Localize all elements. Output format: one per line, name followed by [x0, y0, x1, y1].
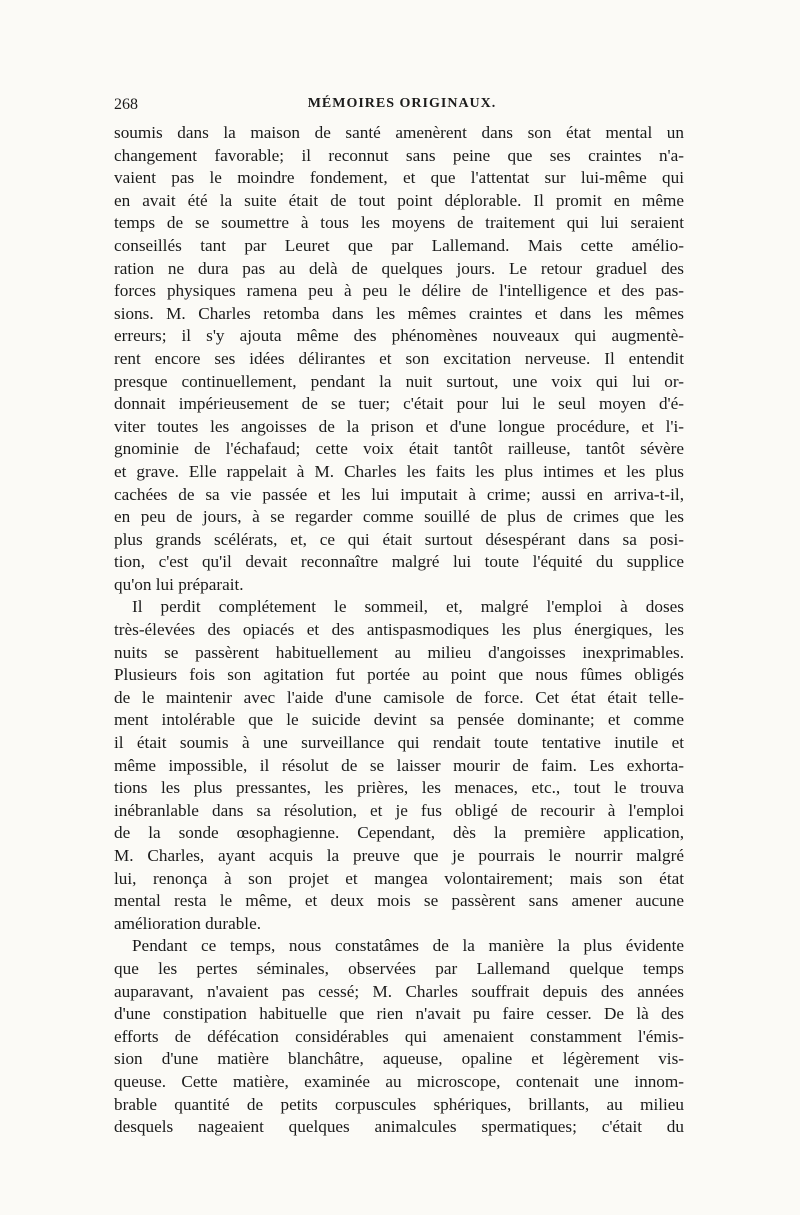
text-line: changement favorable; il reconnut sans peine que ses craintes n'a-: [114, 145, 684, 165]
text-line: Plusieurs fois son agitation fut portée au point que nous fûmes obligés: [114, 665, 684, 685]
text-line: gnominie de l'échafaud; cette voix était tantôt railleuse, tantôt sévère: [114, 439, 684, 459]
text-line: donnait impérieusement de se tuer; c'était pour lui le seul moyen d'é-: [114, 394, 684, 414]
text-line: rent encore ses idées délirantes et son excitation nerveuse. Il entendit: [114, 348, 684, 368]
text-line: efforts de défécation considérables qui amenaient constamment l'émis-: [114, 1026, 684, 1046]
page-number: 268: [114, 96, 138, 113]
text-line: M. Charles, ayant acquis la preuve que je pourrais le nourrir malgré: [114, 846, 684, 865]
text-line: auparavant, n'avaient pas cessé; M. Charles souffrait depuis des années: [114, 981, 684, 1001]
text-line: de la sonde œsophagienne. Cependant, dès la première application,: [114, 823, 684, 843]
text-line: en peu de jours, à se regarder comme souillé de plus de crimes que les: [114, 507, 684, 527]
document-page: [114, 96, 684, 1139]
body-text: [114, 122, 684, 1139]
text-line: brable quantité de petits corpuscules sphériques, brillants, au milieu: [114, 1094, 684, 1114]
text-line: amélioration durable.: [114, 913, 261, 933]
text-line: sion d'une matière blanchâtre, aqueuse, opaline et légèrement vis-: [114, 1049, 684, 1069]
text-line: cachées de sa vie passée et les lui imputait à crime; aussi en arriva-t-il,: [114, 484, 684, 504]
paragraph: [114, 935, 684, 1138]
running-title: MÉMOIRES ORIGINAUX.: [307, 96, 497, 111]
text-line: tion, c'est qu'il devait reconnaître malgré lui toute l'équité du supplice: [114, 552, 684, 572]
paragraph: [114, 122, 684, 596]
text-line: ration ne dura pas au delà de quelques jours. Le retour graduel des: [114, 258, 684, 278]
text-line: et grave. Elle rappelait à M. Charles les faits les plus intimes et les plus: [114, 461, 684, 481]
text-line: que les pertes séminales, observées par Lallemand quelque temps: [114, 958, 684, 978]
text-line: queuse. Cette matière, examinée au microscope, contenait une innom-: [114, 1071, 684, 1091]
text-line: de le maintenir avec l'aide d'une camisole de force. Cet état était telle-: [114, 687, 684, 707]
text-line: nuits se passèrent habituellement au milieu d'angoisses inexprimables.: [114, 642, 684, 662]
text-line: en avait été la suite était de tout point déplorable. Il promit en même: [114, 190, 684, 210]
paragraph: [114, 596, 684, 935]
text-line: conseillés tant par Leuret que par Lallemand. Mais cette amélio-: [114, 235, 684, 255]
text-line: sions. M. Charles retomba dans les mêmes craintes et dans les mêmes: [114, 303, 684, 323]
text-line: Il perdit complétement le sommeil, et, malgré l'emploi à doses: [132, 597, 684, 617]
text-line: desquels nageaient quelques animalcules spermatiques; c'était du: [114, 1117, 684, 1137]
text-line: soumis dans la maison de santé amenèrent dans son état mental un: [114, 123, 684, 142]
page-header: [114, 96, 684, 122]
text-line: qu'on lui préparait.: [114, 574, 244, 594]
text-line: presque continuellement, pendant la nuit surtout, une voix qui lui or-: [114, 371, 684, 391]
text-line: viter toutes les angoisses de la prison et d'une longue procédure, et l'i-: [114, 416, 684, 436]
text-line: lui, renonça à son projet et mangea volontairement; mais son état: [114, 868, 684, 888]
text-line: Pendant ce temps, nous constatâmes de la manière la plus évidente: [132, 936, 684, 956]
text-line: forces physiques ramena peu à peu le délire de l'intelligence et des pas-: [114, 281, 684, 301]
text-line: d'une constipation habituelle que rien n'avait pu faire cesser. De là des: [114, 1004, 684, 1024]
text-line: plus grands scélérats, et, ce qui était surtout désespérant dans sa posi-: [114, 529, 684, 549]
text-line: tions les plus pressantes, les prières, les menaces, etc., tout le trouva: [114, 778, 684, 798]
text-line: ment intolérable que le suicide devint sa pensée dominante; et comme: [114, 710, 684, 730]
text-line: erreurs; il s'y ajouta même des phénomènes nouveaux qui augmentè-: [114, 326, 684, 346]
text-line: temps de se soumettre à tous les moyens de traitement qui lui seraient: [114, 213, 684, 233]
text-line: mental resta le même, et deux mois se passèrent sans amener aucune: [114, 891, 684, 911]
text-line: très-élevées des opiacés et des antispasmodiques les plus énergiques, les: [114, 620, 684, 640]
text-line: même impossible, il résolut de se laisser mourir de faim. Les exhorta-: [114, 755, 684, 775]
text-line: inébranlable dans sa résolution, et je fus obligé de recourir à l'emploi: [114, 800, 684, 820]
text-line: vaient pas le moindre fondement, et que l'attentat sur lui-même qui: [114, 168, 684, 188]
text-line: il était soumis à une surveillance qui rendait toute tentative inutile et: [114, 733, 684, 753]
